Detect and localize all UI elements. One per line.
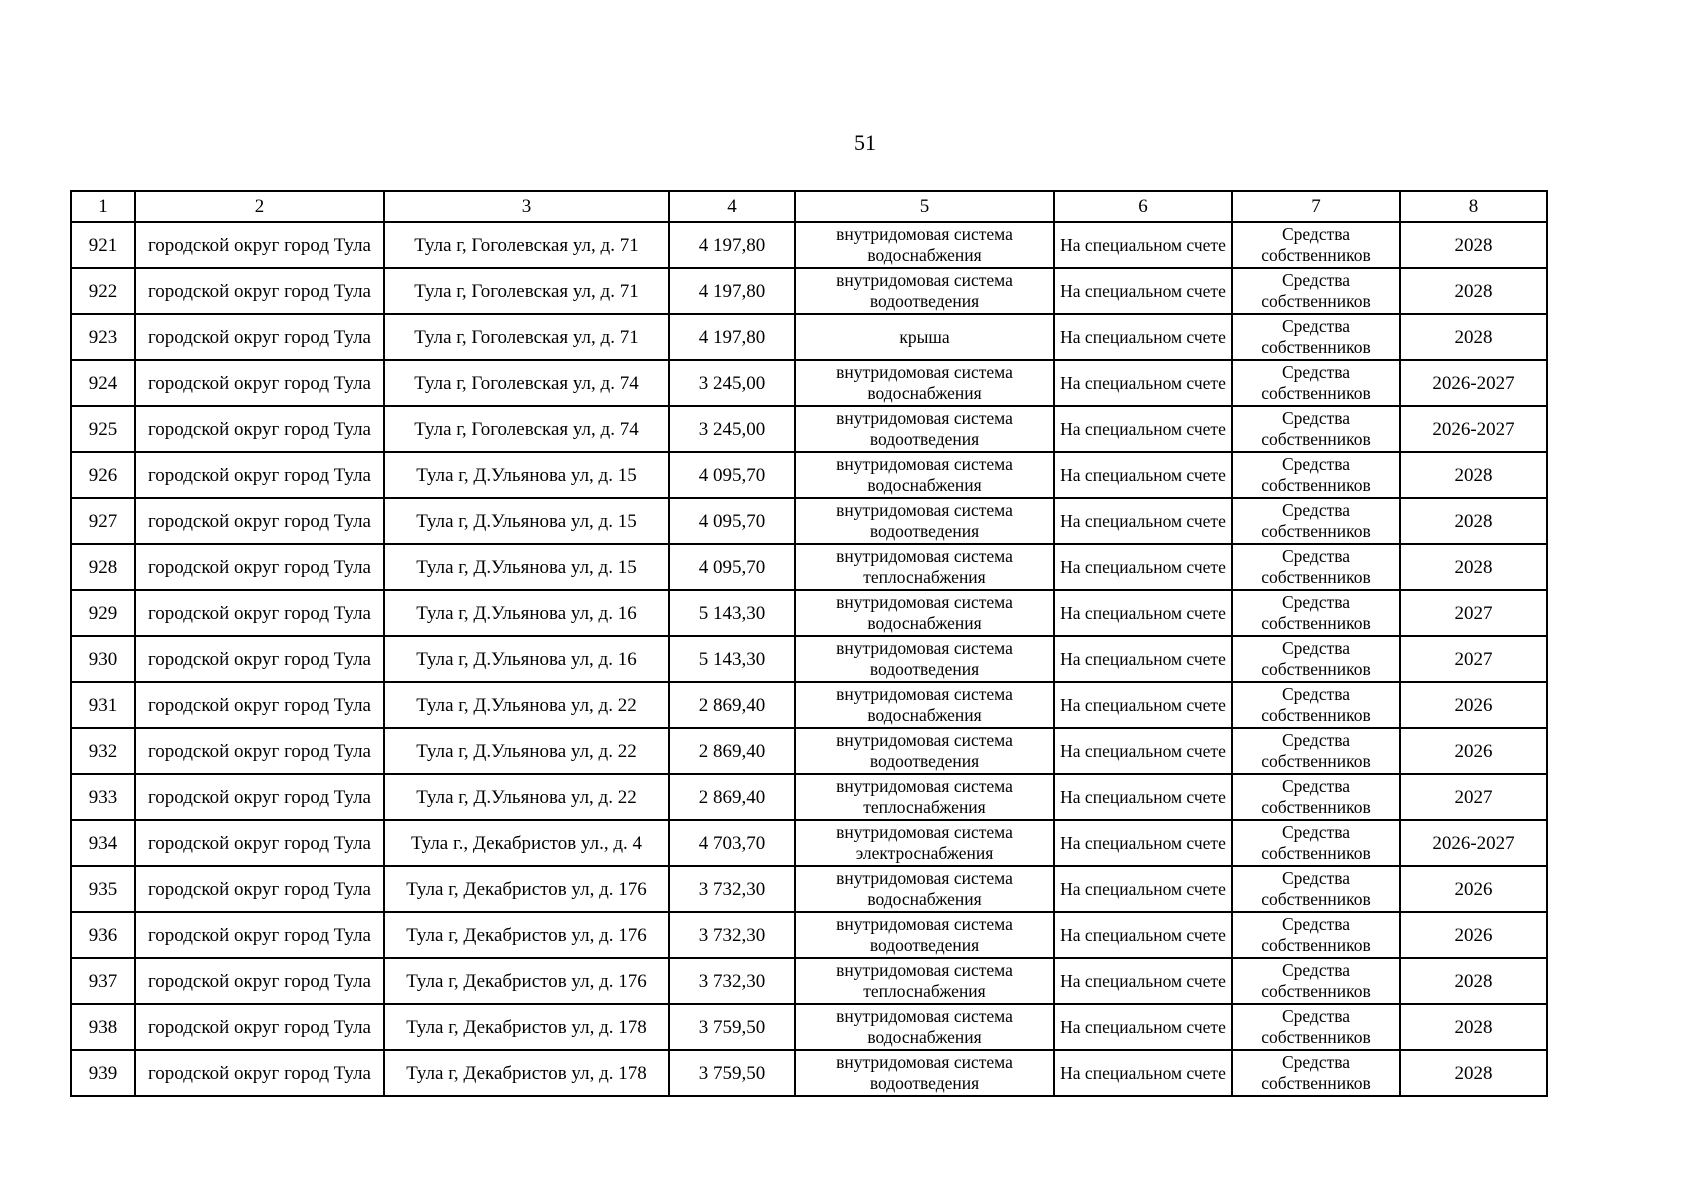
- register-table: [70, 190, 1548, 1097]
- funding-source-cell: Средства собственников: [1232, 498, 1400, 544]
- funding-source-cell: Средства собственников: [1232, 728, 1400, 774]
- year-cell: 2028: [1400, 498, 1547, 544]
- address-cell: Тула г, Декабристов ул, д. 176: [384, 958, 669, 1004]
- area-cell: 3 732,30: [669, 912, 795, 958]
- table-row: [71, 222, 1547, 268]
- system-cell: внутридомовая система электроснабжения: [795, 820, 1054, 866]
- year-cell: 2026: [1400, 682, 1547, 728]
- area-cell: 4 197,80: [669, 222, 795, 268]
- system-cell: внутридомовая система водоотведения: [795, 498, 1054, 544]
- municipality-cell: городской округ город Тула: [135, 682, 384, 728]
- area-cell: 2 869,40: [669, 682, 795, 728]
- system-cell: внутридомовая система водоснабжения: [795, 1004, 1054, 1050]
- address-cell: Тула г, Гоголевская ул, д. 71: [384, 222, 669, 268]
- address-cell: Тула г, Гоголевская ул, д. 71: [384, 268, 669, 314]
- municipality-cell: городской округ город Тула: [135, 866, 384, 912]
- table-row: [71, 498, 1547, 544]
- header-row: [71, 191, 1547, 222]
- municipality-cell: городской округ город Тула: [135, 912, 384, 958]
- funding-source-cell: Средства собственников: [1232, 912, 1400, 958]
- municipality-cell: городской округ город Тула: [135, 314, 384, 360]
- system-cell: внутридомовая система водоснабжения: [795, 222, 1054, 268]
- system-cell: внутридомовая система водоснабжения: [795, 360, 1054, 406]
- area-cell: 4 197,80: [669, 268, 795, 314]
- area-cell: 2 869,40: [669, 728, 795, 774]
- row-number-cell: 938: [71, 1004, 135, 1050]
- area-cell: 4 095,70: [669, 498, 795, 544]
- municipality-cell: городской округ город Тула: [135, 636, 384, 682]
- header-cell: 8: [1400, 191, 1547, 222]
- system-cell: внутридомовая система водоотведения: [795, 912, 1054, 958]
- system-cell: внутридомовая система водоотведения: [795, 406, 1054, 452]
- funding-source-cell: Средства собственников: [1232, 866, 1400, 912]
- fund-method-cell: На специальном счете: [1054, 728, 1232, 774]
- fund-method-cell: На специальном счете: [1054, 958, 1232, 1004]
- fund-method-cell: На специальном счете: [1054, 774, 1232, 820]
- fund-method-cell: На специальном счете: [1054, 590, 1232, 636]
- address-cell: Тула г, Гоголевская ул, д. 74: [384, 406, 669, 452]
- table-body: [71, 222, 1547, 1096]
- address-cell: Тула г, Декабристов ул, д. 176: [384, 866, 669, 912]
- header-cell: 3: [384, 191, 669, 222]
- municipality-cell: городской округ город Тула: [135, 728, 384, 774]
- fund-method-cell: На специальном счете: [1054, 544, 1232, 590]
- table-row: [71, 774, 1547, 820]
- funding-source-cell: Средства собственников: [1232, 958, 1400, 1004]
- row-number-cell: 934: [71, 820, 135, 866]
- fund-method-cell: На специальном счете: [1054, 314, 1232, 360]
- table-row: [71, 590, 1547, 636]
- row-number-cell: 932: [71, 728, 135, 774]
- area-cell: 3 732,30: [669, 866, 795, 912]
- system-cell: внутридомовая система водоснабжения: [795, 452, 1054, 498]
- address-cell: Тула г, Д.Ульянова ул, д. 15: [384, 544, 669, 590]
- funding-source-cell: Средства собственников: [1232, 1050, 1400, 1096]
- system-cell: внутридомовая система теплоснабжения: [795, 774, 1054, 820]
- funding-source-cell: Средства собственников: [1232, 452, 1400, 498]
- funding-source-cell: Средства собственников: [1232, 360, 1400, 406]
- fund-method-cell: На специальном счете: [1054, 360, 1232, 406]
- table-row: [71, 866, 1547, 912]
- system-cell: внутридомовая система водоснабжения: [795, 590, 1054, 636]
- header-cell: 2: [135, 191, 384, 222]
- funding-source-cell: Средства собственников: [1232, 636, 1400, 682]
- funding-source-cell: Средства собственников: [1232, 222, 1400, 268]
- address-cell: Тула г, Декабристов ул, д. 178: [384, 1004, 669, 1050]
- area-cell: 5 143,30: [669, 590, 795, 636]
- system-cell: внутридомовая система водоснабжения: [795, 682, 1054, 728]
- table-row: [71, 406, 1547, 452]
- address-cell: Тула г, Декабристов ул, д. 178: [384, 1050, 669, 1096]
- area-cell: 4 095,70: [669, 452, 795, 498]
- row-number-cell: 937: [71, 958, 135, 1004]
- system-cell: крыша: [795, 314, 1054, 360]
- system-cell: внутридомовая система водоотведения: [795, 268, 1054, 314]
- system-cell: внутридомовая система теплоснабжения: [795, 958, 1054, 1004]
- area-cell: 3 759,50: [669, 1050, 795, 1096]
- municipality-cell: городской округ город Тула: [135, 452, 384, 498]
- table-row: [71, 360, 1547, 406]
- row-number-cell: 923: [71, 314, 135, 360]
- fund-method-cell: На специальном счете: [1054, 452, 1232, 498]
- funding-source-cell: Средства собственников: [1232, 590, 1400, 636]
- row-number-cell: 921: [71, 222, 135, 268]
- year-cell: 2026-2027: [1400, 360, 1547, 406]
- system-cell: внутридомовая система водоснабжения: [795, 866, 1054, 912]
- funding-source-cell: Средства собственников: [1232, 774, 1400, 820]
- row-number-cell: 922: [71, 268, 135, 314]
- row-number-cell: 928: [71, 544, 135, 590]
- year-cell: 2027: [1400, 636, 1547, 682]
- year-cell: 2027: [1400, 590, 1547, 636]
- area-cell: 3 245,00: [669, 360, 795, 406]
- address-cell: Тула г, Гоголевская ул, д. 74: [384, 360, 669, 406]
- year-cell: 2028: [1400, 958, 1547, 1004]
- table-row: [71, 452, 1547, 498]
- table-row: [71, 268, 1547, 314]
- area-cell: 3 245,00: [669, 406, 795, 452]
- address-cell: Тула г, Д.Ульянова ул, д. 22: [384, 774, 669, 820]
- municipality-cell: городской округ город Тула: [135, 958, 384, 1004]
- area-cell: 3 732,30: [669, 958, 795, 1004]
- row-number-cell: 936: [71, 912, 135, 958]
- municipality-cell: городской округ город Тула: [135, 406, 384, 452]
- year-cell: 2026-2027: [1400, 820, 1547, 866]
- address-cell: Тула г, Д.Ульянова ул, д. 22: [384, 682, 669, 728]
- fund-method-cell: На специальном счете: [1054, 866, 1232, 912]
- municipality-cell: городской округ город Тула: [135, 1004, 384, 1050]
- area-cell: 2 869,40: [669, 774, 795, 820]
- area-cell: 3 759,50: [669, 1004, 795, 1050]
- municipality-cell: городской округ город Тула: [135, 222, 384, 268]
- funding-source-cell: Средства собственников: [1232, 820, 1400, 866]
- table-row: [71, 636, 1547, 682]
- year-cell: 2027: [1400, 774, 1547, 820]
- year-cell: 2028: [1400, 314, 1547, 360]
- table-row: [71, 1050, 1547, 1096]
- system-cell: внутридомовая система водоотведения: [795, 1050, 1054, 1096]
- table-row: [71, 544, 1547, 590]
- funding-source-cell: Средства собственников: [1232, 268, 1400, 314]
- funding-source-cell: Средства собственников: [1232, 544, 1400, 590]
- funding-source-cell: Средства собственников: [1232, 1004, 1400, 1050]
- row-number-cell: 925: [71, 406, 135, 452]
- table-row: [71, 912, 1547, 958]
- area-cell: 4 095,70: [669, 544, 795, 590]
- address-cell: Тула г, Гоголевская ул, д. 71: [384, 314, 669, 360]
- fund-method-cell: На специальном счете: [1054, 912, 1232, 958]
- table-row: [71, 958, 1547, 1004]
- header-cell: 7: [1232, 191, 1400, 222]
- year-cell: 2028: [1400, 1004, 1547, 1050]
- row-number-cell: 924: [71, 360, 135, 406]
- municipality-cell: городской округ город Тула: [135, 268, 384, 314]
- year-cell: 2026: [1400, 912, 1547, 958]
- header-cell: 5: [795, 191, 1054, 222]
- header-cell: 1: [71, 191, 135, 222]
- fund-method-cell: На специальном счете: [1054, 682, 1232, 728]
- municipality-cell: городской округ город Тула: [135, 820, 384, 866]
- year-cell: 2028: [1400, 222, 1547, 268]
- municipality-cell: городской округ город Тула: [135, 544, 384, 590]
- municipality-cell: городской округ город Тула: [135, 774, 384, 820]
- municipality-cell: городской округ город Тула: [135, 498, 384, 544]
- system-cell: внутридомовая система водоотведения: [795, 636, 1054, 682]
- row-number-cell: 927: [71, 498, 135, 544]
- fund-method-cell: На специальном счете: [1054, 636, 1232, 682]
- table-row: [71, 728, 1547, 774]
- municipality-cell: городской округ город Тула: [135, 1050, 384, 1096]
- table-row: [71, 820, 1547, 866]
- row-number-cell: 939: [71, 1050, 135, 1096]
- fund-method-cell: На специальном счете: [1054, 498, 1232, 544]
- year-cell: 2028: [1400, 1050, 1547, 1096]
- table-row: [71, 314, 1547, 360]
- address-cell: Тула г., Декабристов ул., д. 4: [384, 820, 669, 866]
- funding-source-cell: Средства собственников: [1232, 682, 1400, 728]
- year-cell: 2028: [1400, 268, 1547, 314]
- row-number-cell: 930: [71, 636, 135, 682]
- fund-method-cell: На специальном счете: [1054, 820, 1232, 866]
- address-cell: Тула г, Д.Ульянова ул, д. 16: [384, 590, 669, 636]
- address-cell: Тула г, Декабристов ул, д. 176: [384, 912, 669, 958]
- fund-method-cell: На специальном счете: [1054, 406, 1232, 452]
- area-cell: 4 703,70: [669, 820, 795, 866]
- fund-method-cell: На специальном счете: [1054, 1004, 1232, 1050]
- funding-source-cell: Средства собственников: [1232, 314, 1400, 360]
- row-number-cell: 935: [71, 866, 135, 912]
- system-cell: внутридомовая система теплоснабжения: [795, 544, 1054, 590]
- year-cell: 2026-2027: [1400, 406, 1547, 452]
- row-number-cell: 933: [71, 774, 135, 820]
- municipality-cell: городской округ город Тула: [135, 590, 384, 636]
- address-cell: Тула г, Д.Ульянова ул, д. 15: [384, 498, 669, 544]
- year-cell: 2026: [1400, 866, 1547, 912]
- funding-source-cell: Средства собственников: [1232, 406, 1400, 452]
- row-number-cell: 929: [71, 590, 135, 636]
- address-cell: Тула г, Д.Ульянова ул, д. 15: [384, 452, 669, 498]
- fund-method-cell: На специальном счете: [1054, 1050, 1232, 1096]
- year-cell: 2028: [1400, 452, 1547, 498]
- area-cell: 5 143,30: [669, 636, 795, 682]
- fund-method-cell: На специальном счете: [1054, 222, 1232, 268]
- header-cell: 6: [1054, 191, 1232, 222]
- year-cell: 2026: [1400, 728, 1547, 774]
- year-cell: 2028: [1400, 544, 1547, 590]
- table-row: [71, 1004, 1547, 1050]
- page-number: 51: [854, 130, 876, 155]
- address-cell: Тула г, Д.Ульянова ул, д. 16: [384, 636, 669, 682]
- header-cell: 4: [669, 191, 795, 222]
- fund-method-cell: На специальном счете: [1054, 268, 1232, 314]
- area-cell: 4 197,80: [669, 314, 795, 360]
- row-number-cell: 926: [71, 452, 135, 498]
- system-cell: внутридомовая система водоотведения: [795, 728, 1054, 774]
- address-cell: Тула г, Д.Ульянова ул, д. 22: [384, 728, 669, 774]
- municipality-cell: городской округ город Тула: [135, 360, 384, 406]
- row-number-cell: 931: [71, 682, 135, 728]
- table-row: [71, 682, 1547, 728]
